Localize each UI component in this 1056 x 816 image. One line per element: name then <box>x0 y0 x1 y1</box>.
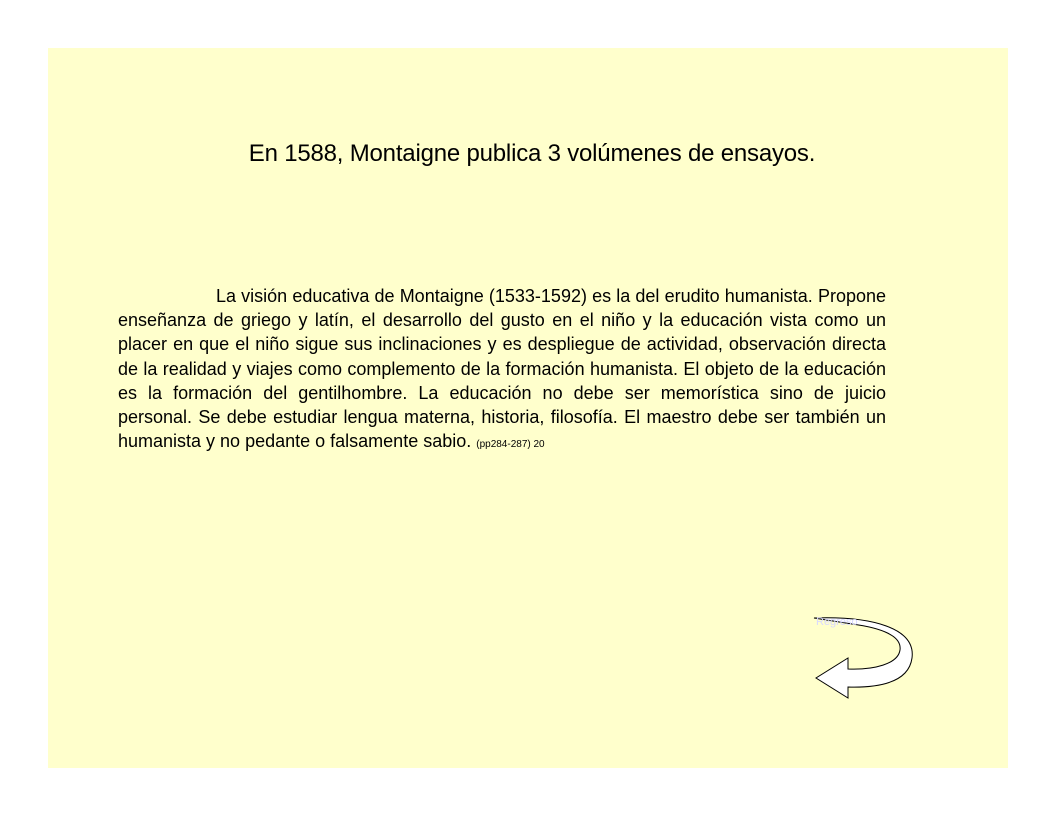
slide-title: En 1588, Montaigne publica 3 volúmenes de ensayos. <box>248 140 816 167</box>
citation: (pp284-287) 20 <box>476 439 545 451</box>
slide <box>48 48 1008 768</box>
body-paragraph <box>118 284 886 457</box>
return-link[interactable]: Regreso <box>816 616 858 628</box>
curved-return-arrow-icon[interactable] <box>812 614 916 710</box>
paragraph-text: La visión educativa de Montaigne (1533-1592) es la del erudito humanista. Propone enseñanza de griego y latín, el desarrollo del gusto en el niño y la educación vista como un placer en que el niño sigue sus inclinaciones y es despliegue de actividad, observación directa de la realidad y viajes como complemento de la formación humanista. El objeto de la educación es la formación del gentilhombre. La educación no debe ser memorística sino de juicio personal. Se debe estudiar lengua materna, historia, filosofía. El maestro debe ser también un humanista y no pedante o falsamente sabio. <box>118 286 886 452</box>
